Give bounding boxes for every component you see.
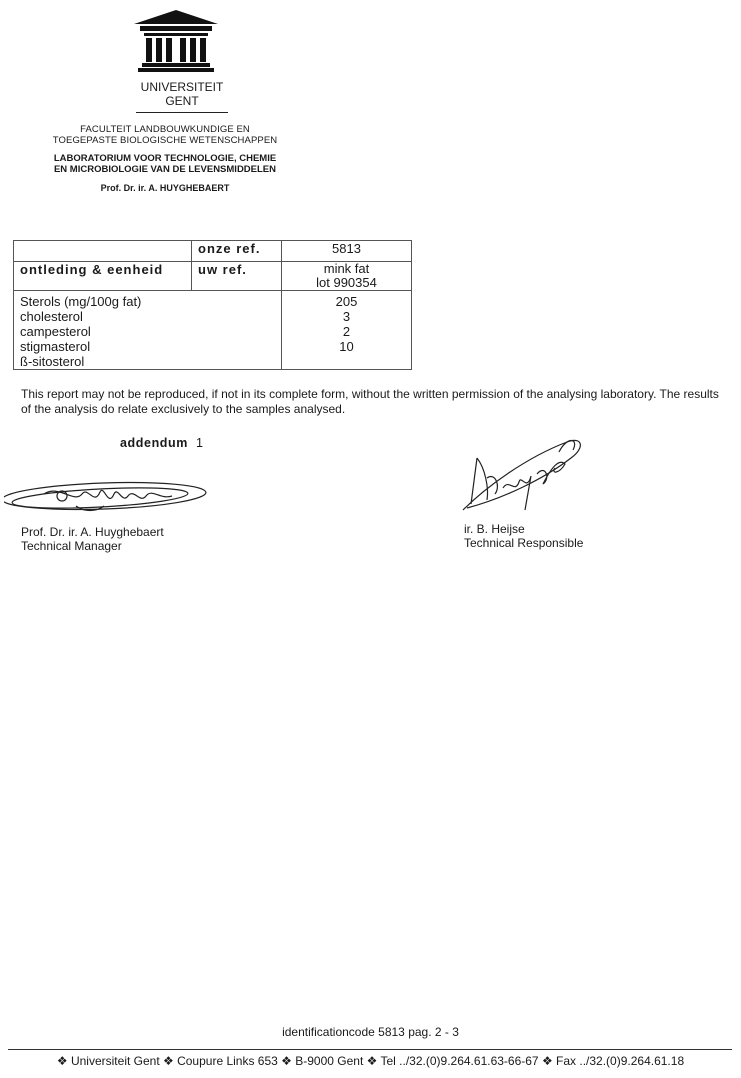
- footer-address: ❖ Universiteit Gent ❖ Coupure Links 653 ❖ B-9000 Gent ❖ Tel ../32.(0)9.264.61.63-66-67 ❖ Fax ../32.(0)9.264.61.18: [56, 1054, 685, 1068]
- our-ref-row: [14, 241, 412, 262]
- signature-left: [4, 470, 214, 522]
- sterol-value: 205: [335, 294, 358, 309]
- sterol-value: 3: [342, 309, 351, 324]
- our-ref-label: onze ref.: [192, 241, 282, 262]
- laboratory-name: [40, 153, 290, 175]
- section-title: Sterols (mg/100g fat): [20, 294, 142, 309]
- sterol-value: 10: [339, 339, 354, 354]
- empty-cell: [14, 241, 192, 262]
- analysis-unit-label: ontleding & eenheid: [14, 262, 192, 291]
- addendum-label: addendum: [120, 436, 188, 450]
- sterol-name: campesterol: [20, 324, 91, 339]
- sample-lot: lot 990354: [316, 275, 377, 290]
- header-professor: Prof. Dr. ir. A. HUYGHEBAERT: [100, 183, 230, 193]
- sample-name: mink fat: [323, 261, 370, 276]
- university-name: [120, 80, 244, 108]
- results-table: [13, 240, 412, 370]
- signatory-right-name: ir. B. Heijse: [464, 522, 525, 536]
- sterols-row: [14, 291, 412, 370]
- signatory-right: [464, 522, 583, 550]
- sterol-value: 2: [342, 324, 351, 339]
- signatory-left-name: Prof. Dr. ir. A. Huyghebaert: [21, 525, 164, 539]
- addendum: [120, 436, 204, 450]
- sterol-name: ß-sitosterol: [20, 354, 85, 369]
- signatory-right-title: Technical Responsible: [464, 536, 584, 550]
- header-divider: [136, 112, 228, 113]
- lab-line1: LABORATORIUM VOOR TECHNOLOGIE, CHEMIE: [53, 153, 277, 164]
- disclaimer-text: This report may not be reproduced, if not in its complete form, without the written permission of the analysing laboratory. The results of the analysis do relate exclusively to the samples analysed.: [21, 387, 719, 416]
- your-ref-value: [282, 262, 412, 291]
- footer-divider: [8, 1049, 732, 1050]
- faculty-line1: FACULTEIT LANDBOUWKUNDIGE EN: [80, 124, 250, 135]
- faculty-name: [40, 124, 290, 146]
- university-line1: UNIVERSITEIT: [140, 80, 224, 94]
- sterol-names: [14, 291, 192, 370]
- signature-right: [455, 428, 590, 518]
- university-line2: GENT: [165, 94, 199, 108]
- signatory-left: [21, 525, 164, 553]
- our-ref-value: 5813: [282, 241, 412, 262]
- sterol-values: [282, 291, 412, 370]
- sterol-name: stigmasterol: [20, 339, 91, 354]
- lab-line2: EN MICROBIOLOGIE VAN DE LEVENSMIDDELEN: [53, 164, 277, 175]
- sterol-name: cholesterol: [20, 309, 83, 324]
- your-ref-label: uw ref.: [192, 262, 282, 291]
- your-ref-row: [14, 262, 412, 291]
- university-logo: [134, 10, 218, 72]
- faculty-line2: TOEGEPASTE BIOLOGISCHE WETENSCHAPPEN: [52, 135, 278, 146]
- identification-code: identificationcode 5813 pag. 2 - 3: [282, 1025, 459, 1039]
- addendum-number: 1: [196, 436, 204, 450]
- empty-cell: [192, 291, 282, 370]
- signatory-left-title: Technical Manager: [21, 539, 122, 553]
